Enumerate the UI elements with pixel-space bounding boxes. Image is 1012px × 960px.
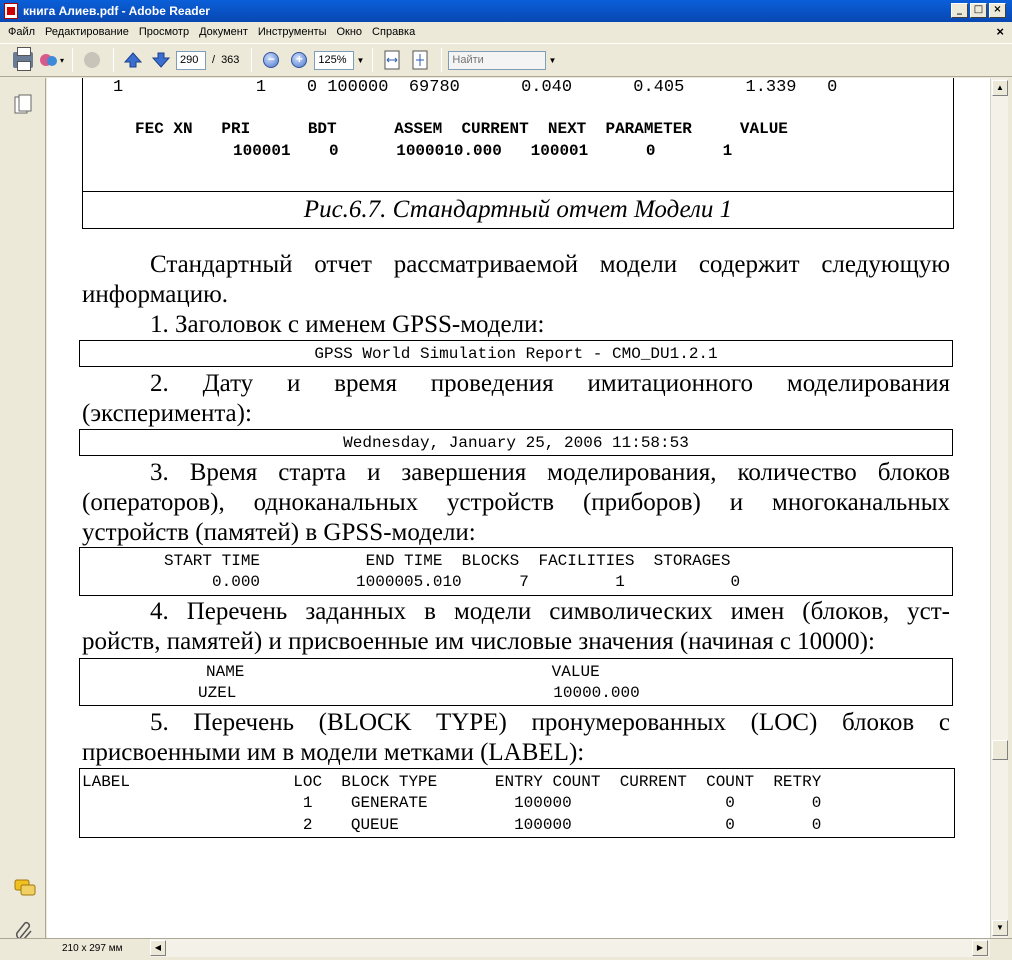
report-title: GPSS World Simulation Report - CMO_DU1.2.1 xyxy=(314,344,718,363)
intro-text-line: Стандартный отчет рассматриваемой модели содержит следующую xyxy=(150,251,950,278)
chevron-down-icon[interactable]: ▼ xyxy=(548,55,557,65)
menu-bar xyxy=(0,22,1012,42)
document-viewport[interactable] xyxy=(47,78,990,938)
item-3-text-line: устройств (памятей) в GPSS-модели: xyxy=(82,519,476,546)
chevron-down-icon[interactable]: ▼ xyxy=(356,55,365,65)
zoom-out-icon: − xyxy=(263,52,279,68)
item-2-text-line: 2. Дату и время проведения имитационного моделирования xyxy=(150,370,950,397)
pdf-page xyxy=(47,78,990,938)
pages-icon[interactable] xyxy=(14,94,32,116)
zoom-combo[interactable] xyxy=(314,51,366,70)
intro-text-line: информацию. xyxy=(82,281,229,308)
item-3-text-line: (операторов), одноканальных устройств (приборов) и многоканальных xyxy=(82,489,950,516)
scroll-up-button[interactable]: ▲ xyxy=(992,80,1008,96)
report-row: 1 1 0 100000 69780 0.040 0.405 1.339 0 xyxy=(113,78,838,97)
figure-caption: Рис.6.7. Стандартный отчет Модели 1 xyxy=(303,196,733,223)
figure-caption-box xyxy=(82,191,954,229)
toolbar-separator xyxy=(113,48,114,72)
toolbar-separator xyxy=(441,48,442,72)
menu-help[interactable]: Справка xyxy=(372,26,416,38)
zoom-out-button[interactable] xyxy=(258,47,284,73)
arrow-up-icon xyxy=(124,51,142,69)
vertical-scrollbar[interactable] xyxy=(990,78,1008,938)
hand-tool-button[interactable] xyxy=(79,47,105,73)
navigation-panel xyxy=(0,78,46,938)
toolbar-separator xyxy=(251,48,252,72)
title-bar xyxy=(0,0,1012,22)
printer-icon xyxy=(13,52,33,68)
scroll-left-button[interactable]: ◀ xyxy=(150,940,166,956)
minimize-button[interactable]: _ xyxy=(951,3,968,18)
hand-icon xyxy=(82,50,102,70)
fit-page-icon xyxy=(411,50,429,70)
horizontal-scrollbar[interactable] xyxy=(150,939,990,957)
comments-icon[interactable] xyxy=(14,878,36,898)
menu-edit[interactable]: Редактирование xyxy=(45,26,129,38)
report-date-box xyxy=(79,429,953,456)
summary-header: START TIME END TIME BLOCKS FACILITIES STORAGES xyxy=(164,552,731,570)
item-5-text-line: присвоенными им в модели метками (LABEL): xyxy=(82,739,585,766)
fec-values: 100001 0 1000010.000 100001 0 1 xyxy=(233,142,733,160)
item-5-text-line: 5. Перечень (BLOCK TYPE) пронумерованных (LOC) блоков с xyxy=(150,709,950,736)
blocks-header: LABEL LOC BLOCK TYPE ENTRY COUNT CURRENT COUNT RETRY xyxy=(82,773,822,791)
menu-view[interactable]: Просмотр xyxy=(138,26,190,38)
fit-page-button[interactable] xyxy=(407,47,433,73)
scroll-right-button[interactable]: ▶ xyxy=(972,940,988,956)
print-button[interactable] xyxy=(10,47,36,73)
vertical-scroll-thumb[interactable] xyxy=(992,740,1008,760)
summary-values: 0.000 1000005.010 7 1 0 xyxy=(164,573,741,591)
toolbar-separator xyxy=(372,48,373,72)
pdf-app-icon xyxy=(4,3,18,19)
fit-width-icon xyxy=(383,50,401,70)
fit-width-button[interactable] xyxy=(379,47,405,73)
zoom-in-button[interactable] xyxy=(286,47,312,73)
menu-tools[interactable]: Инструменты xyxy=(257,26,327,38)
simulation-summary-box xyxy=(79,547,953,596)
page-total: 363 xyxy=(221,54,240,66)
toolbar-separator xyxy=(72,48,73,72)
email-button[interactable] xyxy=(38,47,64,73)
zoom-input[interactable] xyxy=(314,51,354,70)
window-title: книга Алиев.pdf - Adobe Reader xyxy=(23,4,210,18)
toolbar xyxy=(0,43,1012,77)
search-input[interactable] xyxy=(448,51,546,70)
previous-page-button[interactable] xyxy=(120,47,146,73)
item-4-text-line: ройств, памятей) и присвоенные им числовые значения (начиная с 10000): xyxy=(82,628,875,655)
names-box xyxy=(79,658,953,706)
next-page-button[interactable] xyxy=(148,47,174,73)
item-4-text-line: 4. Перечень заданных в модели символических имен (блоков, уст- xyxy=(150,598,950,625)
arrow-down-icon xyxy=(152,51,170,69)
search-combo[interactable] xyxy=(448,51,558,70)
maximize-button[interactable]: □ xyxy=(970,3,987,18)
report-date: Wednesday, January 25, 2006 11:58:53 xyxy=(343,433,689,452)
blocks-row: 1 GENERATE 100000 0 0 xyxy=(82,794,822,812)
blocks-row: 2 QUEUE 100000 0 0 xyxy=(82,816,822,834)
page-size-label: 210 x 297 мм xyxy=(62,943,123,954)
zoom-in-icon: + xyxy=(291,52,307,68)
item-3-text-line: 3. Время старта и завершения моделирования, количество блоков xyxy=(150,459,950,486)
document-close-button[interactable]: × xyxy=(996,24,1004,39)
menu-window[interactable]: Окно xyxy=(336,26,363,38)
blocks-box xyxy=(79,768,955,838)
menu-document[interactable]: Документ xyxy=(199,26,248,38)
email-icon xyxy=(38,51,60,69)
names-values: UZEL 10000.000 xyxy=(198,684,640,702)
page-number-input[interactable] xyxy=(176,51,206,70)
item-2-text-line: (эксперимента): xyxy=(82,400,252,427)
report-title-box xyxy=(79,340,953,367)
fec-header: FEC XN PRI BDT ASSEM CURRENT NEXT PARAMETER VALUE xyxy=(135,120,788,138)
item-1-text: 1. Заголовок с именем GPSS-модели: xyxy=(150,311,545,338)
close-button[interactable]: × xyxy=(989,3,1006,18)
menu-file[interactable]: Файл xyxy=(8,26,36,38)
chevron-down-icon: ▾ xyxy=(59,55,64,65)
page-separator: / xyxy=(212,54,216,66)
scroll-down-button[interactable]: ▼ xyxy=(992,920,1008,936)
names-header: NAME VALUE xyxy=(206,663,600,681)
